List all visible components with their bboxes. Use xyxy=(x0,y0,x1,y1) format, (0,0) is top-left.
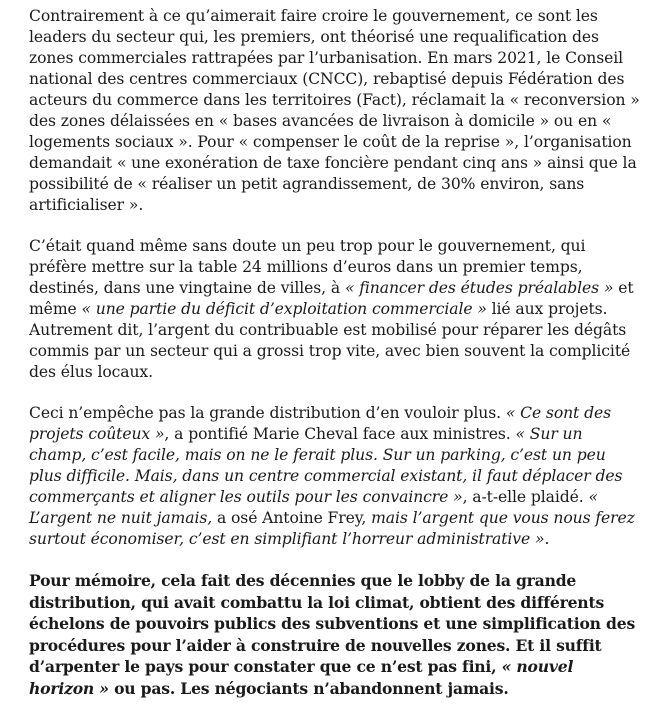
paragraph-2-text: et même xyxy=(29,279,634,318)
quote: « financer des études préalables » xyxy=(344,279,614,297)
quote: mais l’argent que vous nous ferez surtout économiser, c’est en simplifiant l’horreur administrative » xyxy=(29,509,635,548)
quote: « Sur un champ, c’est facile, mais on ne le ferait plus. Sur un parking, c’est un peu plus difficile. Mais, dans un centre commercial existant, il faut déplacer des commerçants et aligner les outils pour les convaincre » xyxy=(29,425,623,506)
paragraph-3-text: a osé Antoine Frey, xyxy=(212,509,372,527)
paragraph-3-text: , a-t-elle plaidé. xyxy=(462,488,589,506)
paragraph-2-text: C’était quand même sans doute un peu trop pour le gouvernement, qui préfère mettre sur la table 24 millions d’euros dans un premier temps, destinés, dans une vingtaine de villes, à xyxy=(29,237,586,297)
paragraph-3-text: Ceci n’empêche pas la grande distribution d’en vouloir plus. xyxy=(29,404,506,422)
quote: « L’argent ne nuit jamais, xyxy=(29,488,598,527)
paragraph-2-text: lié aux projets. Autrement dit, l’argent du contribuable est mobilisé pour réparer les dégâts commis par un secteur qui a grossi trop vite, avec bien souvent la complicité des élus locaux. xyxy=(29,300,631,381)
quote: « nouvel horizon » xyxy=(29,657,574,698)
paragraph-2 xyxy=(29,236,641,383)
quote: « une partie du déficit d’exploitation commerciale » xyxy=(81,300,487,318)
paragraph-4-text: ou pas. Les négociants n’abandonnent jamais. xyxy=(108,678,509,698)
paragraph-3 xyxy=(29,403,641,550)
paragraph-3-text: . xyxy=(544,530,550,548)
paragraph-3-text: , a pontifié Marie Cheval face aux ministres. xyxy=(164,425,516,443)
article-body xyxy=(29,6,641,719)
paragraph-4-bold xyxy=(29,570,641,699)
paragraph-4-text: Pour mémoire, cela fait des décennies que le lobby de la grande distribution, qui avait combattu la loi climat, obtient des différents échelons de pouvoirs publics des subventions et une simplification des procédures pour l’aider à construire de nouvelles zones. Et il suffit d’arpenter le pays pour constater que ce n’est pas fini, xyxy=(29,571,636,676)
quote: « Ce sont des projets coûteux » xyxy=(29,404,611,443)
paragraph-1: Contrairement à ce qu’aimerait faire croire le gouvernement, ce sont les leaders du secteur qui, les premiers, ont théorisé une requalification des zones commerciales rattrapées par l’urbanisation. En mars 2021, le Conseil national des centres commerciaux (CNCC), rebaptisé depuis Fédération des acteurs du commerce dans les territoires (Fact), réclamait la « reconversion » des zones délaissées en « bases avancées de livraison à domicile » ou en « logements sociaux ». Pour « compenser le coût de la reprise », l’organisation demandait « une exonération de taxe foncière pendant cinq ans » ainsi que la possibilité de « réaliser un petit agrandissement, de 30% environ, sans artificialiser ». xyxy=(29,7,640,214)
